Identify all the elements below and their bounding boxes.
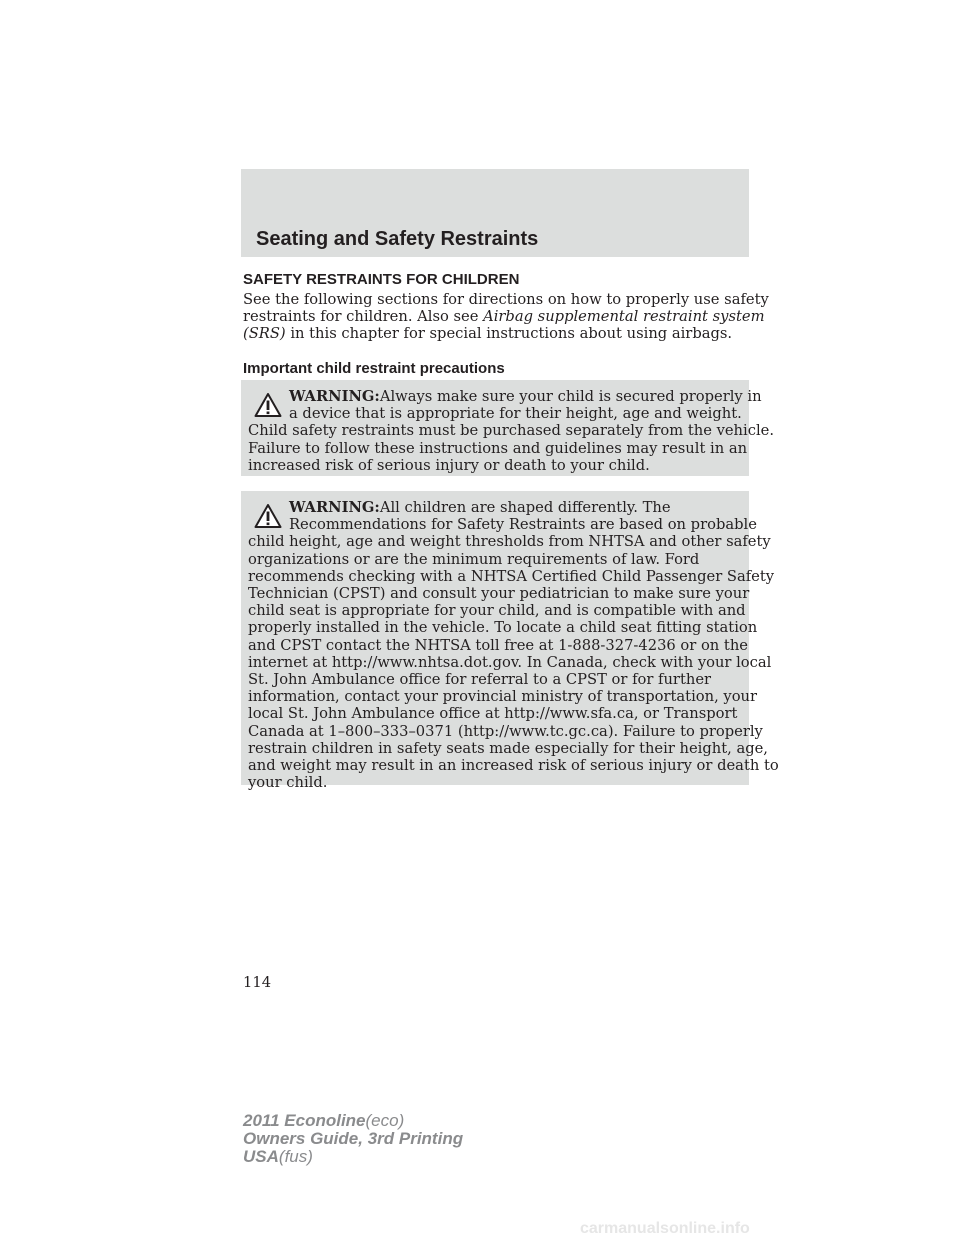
warning-line-text: All children are shaped differently. The [379, 499, 671, 516]
intro-line-2 [243, 308, 765, 326]
warning-line: Recommendations for Safety Restraints are based on probable [289, 516, 757, 534]
intro-line-1: See the following sections for directions on how to properly use safety [243, 291, 769, 308]
warning-line: child height, age and weight thresholds from NHTSA and other safety [248, 533, 771, 551]
warning-line: properly installed in the vehicle. To locate a child seat fitting station [248, 619, 758, 637]
footer-model-code: (eco) [365, 1111, 405, 1130]
warning-line: organizations or are the minimum requirements of law. Ford [248, 550, 700, 568]
warning-text-2 [248, 499, 779, 792]
warning-label: WARNING: [289, 388, 380, 405]
warning-box-1 [241, 380, 775, 476]
warning-text-1 [248, 388, 775, 474]
warning-line: Child safety restraints must be purchased separately from the vehicle. [248, 422, 775, 440]
watermark: carmanualsonline.info [580, 1220, 750, 1237]
warning-line: your child. [248, 774, 328, 792]
intro-paragraph [243, 291, 769, 343]
srs-reference-link-part2: (SRS) [243, 325, 286, 343]
warning-line [248, 499, 748, 516]
footer-line-3 [243, 1148, 463, 1166]
intro-line-2-text: restraints for children. Also see [243, 308, 484, 326]
section-heading: SAFETY RESTRAINTS FOR CHILDREN [243, 271, 520, 288]
footer-market: USA [243, 1147, 279, 1166]
document-footer [243, 1112, 463, 1166]
warning-line: child seat is appropriate for your child, and is compatible with and [248, 602, 746, 620]
warning-line-text: Always make sure your child is secured properly in [379, 388, 762, 405]
warning-line: restrain children in safety seats made especially for their height, age, [248, 739, 768, 757]
warning-line: Canada at 1–800–333–0371 (http://www.tc.gc.ca). Failure to properly [248, 722, 763, 740]
warning-line: a device that is appropriate for their height, age and weight. [289, 405, 742, 423]
warning-line: information, contact your provincial ministry of transportation, your [248, 688, 758, 706]
warning-line: St. John Ambulance office for referral to a CPST or for further [248, 671, 712, 689]
warning-line: internet at http://www.nhtsa.dot.gov. In Canada, check with your local [248, 653, 772, 671]
warning-line: increased risk of serious injury or death to your child. [248, 456, 650, 474]
footer-line-2: Owners Guide, 3rd Printing [243, 1129, 464, 1148]
srs-reference-link-part1: Airbag supplemental restraint system [483, 308, 765, 326]
warning-line [248, 388, 762, 405]
subsection-heading: Important child restraint precautions [243, 360, 505, 377]
warning-label: WARNING: [289, 499, 380, 516]
intro-line-3-text: in this chapter for special instructions about using airbags. [285, 325, 733, 343]
footer-model: 2011 Econoline [243, 1111, 366, 1130]
footer-line-1 [243, 1112, 463, 1130]
warning-line: local St. John Ambulance office at http://www.sfa.ca, or Transport [248, 705, 738, 723]
warning-line: Failure to follow these instructions and guidelines may result in an [248, 439, 748, 457]
warning-line: recommends checking with a NHTSA Certified Child Passenger Safety [248, 567, 775, 585]
warning-line: and CPST contact the NHTSA toll free at 1-888-327-4236 or on the [248, 636, 748, 654]
chapter-title: Seating and Safety Restraints [256, 228, 539, 250]
intro-line-3 [243, 325, 753, 342]
footer-market-code: (fus) [278, 1147, 313, 1166]
page-number: 114 [243, 974, 272, 991]
warning-line: and weight may result in an increased risk of serious injury or death to [248, 757, 779, 775]
warning-box-2 [241, 491, 779, 792]
warning-line: Technician (CPST) and consult your pediatrician to make sure your [248, 585, 750, 603]
